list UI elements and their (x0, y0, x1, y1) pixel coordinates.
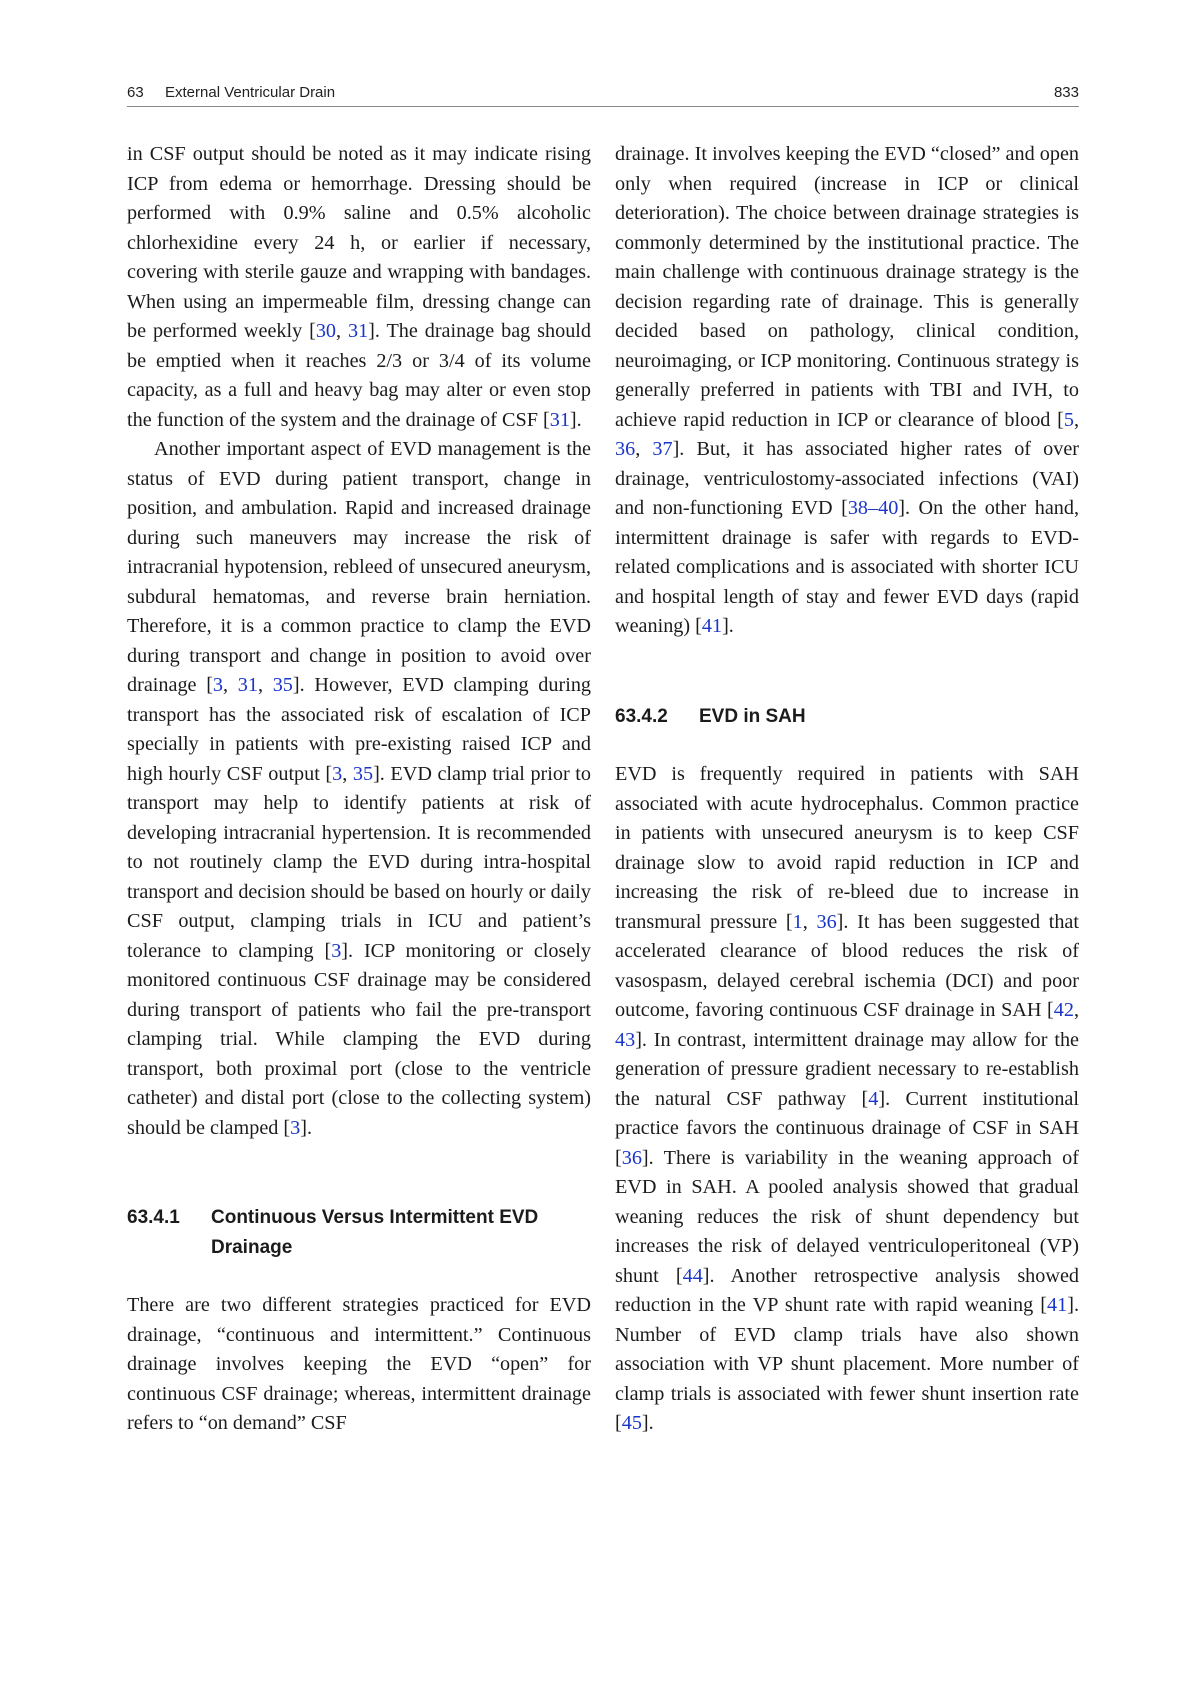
citation-link[interactable]: 42 (1053, 999, 1074, 1021)
citation-link[interactable]: 37 (652, 438, 673, 460)
paragraph-csf-output-dressing: in CSF output should be noted as it may indicate rising ICP from edema or hemorrhage. Dressing should be performed with 0.9% saline and 0.5% alcoholic chlorhexidine every 24 h, or earlier if necessary, covering with sterile gauze and wrapping with bandages. When using an impermeable film, dressing change can be performed weekly [30, 31]. The drainage bag should be emptied when it reaches 2/3 or 3/4 of its volume capacity, as a full and heavy bag may alter or even stop the function of the system and the drainage of CSF [31]. (127, 143, 591, 431)
section-title: EVD in SAH (699, 705, 806, 727)
citation-link[interactable]: 44 (682, 1264, 703, 1287)
chapter-title: External Ventricular Drain (165, 84, 336, 101)
citation-link[interactable]: 30 (315, 320, 337, 342)
citation-link[interactable]: 35 (352, 762, 374, 785)
citation-link[interactable]: 43 (615, 1028, 636, 1051)
citation-link[interactable]: 31 (549, 408, 570, 431)
citation-link[interactable]: 36 (816, 910, 837, 933)
paragraph-drainage-continued: drainage. It involves keeping the EVD “closed” and open only when required (increase in ICP or clinical deterioration). The choice between drainage strategies is commonly determined by the institutional practice. The main challenge with continuous drainage strategy is the decision regarding rate of drainage. This is generally decided based on pathology, clinical condition, neuroimaging, or ICP monitoring. Continuous strategy is generally preferred in patients with TBI and IVH, to achieve rapid reduction in ICP or clearance of blood [5, 36, 37]. But, it has associated higher rates of over drainage, ventriculostomy-associated infections (VAI) and non-functioning EVD [38–40]. On the other hand, intermittent drainage is safer with regards to EVD-related complications and is associated with shorter ICU and hospital length of stay and fewer EVD days (rapid weaning) [41]. (615, 143, 1080, 637)
section-number: 63.4.2 (615, 705, 668, 727)
section-heading-63-4-1 (127, 1203, 591, 1262)
section-title: Continuous Versus Intermittent EVD Drainage (211, 1207, 539, 1258)
citation-link[interactable]: 31 (237, 674, 258, 696)
section-heading-63-4-2 (615, 702, 1079, 732)
page-number: 833 (1053, 84, 1079, 101)
citation-link[interactable]: 3 (212, 674, 224, 696)
citation-link[interactable]: 5 (1063, 408, 1074, 431)
left-column (127, 140, 591, 1439)
section-number: 63.4.1 (127, 1207, 180, 1228)
citation-link[interactable]: 3 (290, 1116, 301, 1139)
citation-link[interactable]: 4 (868, 1087, 879, 1110)
citation-link[interactable]: 41 (1047, 1294, 1068, 1316)
right-column (615, 140, 1079, 1439)
paragraph-drainage-strategies: There are two different strategies practiced for EVD drainage, “continuous and intermittent.” Continuous drainage involves keeping the EVD “open” for continuous CSF drainage; whereas, intermittent drainage refers to “on demand” CSF (127, 1294, 591, 1434)
citation-link[interactable]: 36 (615, 438, 636, 460)
citation-link[interactable]: 38–40 (847, 497, 899, 519)
citation-link[interactable]: 3 (331, 939, 342, 962)
citation-link[interactable]: 1 (792, 910, 803, 933)
paragraph-evd-in-sah: EVD is frequently required in patients with SAH associated with acute hydrocephalus. Common practice in patients with unsecured aneurysm is to keep CSF drainage slow to avoid rapid reduction in ICP and increasing the risk of re-bleed due to increase in transmural pressure [1, 36]. It has been suggested that accelerated clearance of blood reduces the risk of vasospasm, delayed cerebral ischemia (DCI) and poor outcome, favoring continuous CSF drainage in SAH [42, 43]. In contrast, intermittent drainage may allow for the generation of pressure gradient necessary to re-establish the natural CSF pathway [4]. Current institutional practice favors the continuous drainage of CSF in SAH [36]. There is variability in the weaning approach of EVD in SAH. A pooled analysis showed that gradual weaning reduces the risk of shunt dependency but increases the risk of delayed ventriculoperitoneal (VP) shunt [44]. Another retrospective analysis showed reduction in the VP shunt rate with rapid weaning [41]. Number of EVD clamp trials have also shown association with VP shunt placement. More number of clamp trials is associated with fewer shunt insertion rate [45]. (615, 763, 1080, 1434)
chapter-number: 63 (127, 84, 144, 101)
citation-link[interactable]: 36 (621, 1146, 642, 1169)
citation-link[interactable]: 45 (621, 1412, 642, 1434)
citation-link[interactable]: 41 (701, 615, 723, 637)
citation-link[interactable]: 35 (272, 674, 293, 696)
running-head (127, 84, 1079, 107)
citation-link[interactable]: 3 (332, 762, 343, 785)
paragraph-evd-transport: Another important aspect of EVD management is the status of EVD during patient transport, change in position, and ambulation. Rapid and increased drainage during such maneuvers may increase the risk of intracranial hypotension, rebleed of unsecured aneurysm, subdural hematomas, and reverse brain herniation. Therefore, it is a common practice to clamp the EVD during transport and change in position to avoid over drainage [3, 31, 35]. However, EVD clamping during transport has the associated risk of escalation of ICP specially in patients with pre-existing raised ICP and high hourly CSF output [3, 35]. EVD clamp trial prior to transport may help to identify patients at risk of developing intracranial hypertension. It is recommended to not routinely clamp the EVD during intra-hospital transport and decision should be based on hourly or daily CSF output, clamping trials in ICU and patient’s tolerance to clamping [3]. ICP monitoring or closely monitored continuous CSF drainage may be considered during transport of patients who fail the pre-transport clamping trial. While clamping the EVD during transport, both proximal port (close to the ventricle catheter) and distal port (close to the collecting system) should be clamped [3]. (127, 438, 592, 1139)
citation-link[interactable]: 31 (347, 320, 369, 342)
